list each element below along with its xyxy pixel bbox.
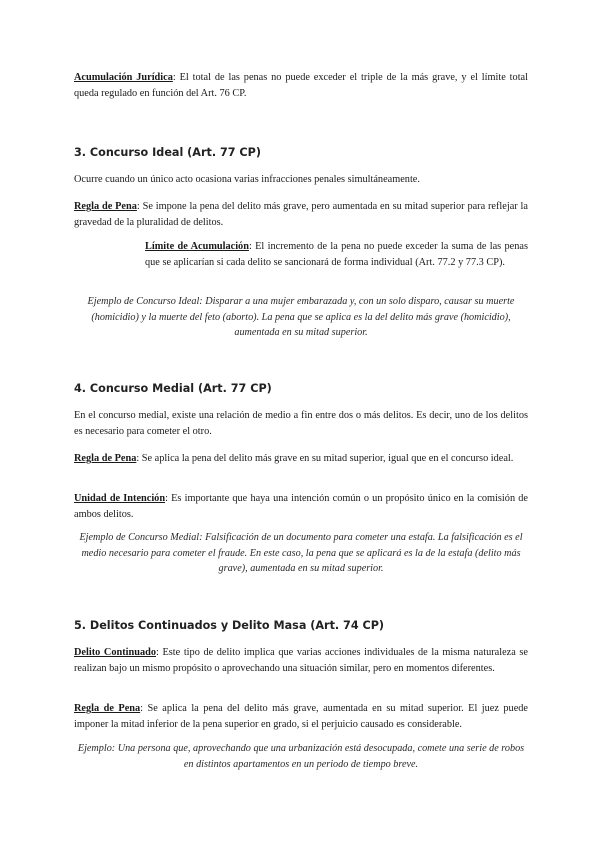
- regla-de-pena-text: : Se aplica la pena del delito más grave en su mitad superior, igual que en el concurso ideal.: [136, 453, 514, 464]
- unidad-intencion-label: Unidad de Intención: [74, 493, 166, 504]
- section-4-heading: 4. Concurso Medial (Art. 77 CP): [74, 382, 272, 395]
- limite-acumulacion-text: : El incremento de la pena no puede exceder la suma de las penas que se aplicarían si cada delito se sancionará de forma individual (Art. 77.2 y 77.3 CP).: [145, 241, 528, 268]
- acumulacion-juridica-paragraph: [74, 70, 528, 101]
- section-5-continuado-paragraph: [74, 645, 528, 676]
- section-5-regla-paragraph: [74, 701, 528, 732]
- delito-continuado-text: : Este tipo de delito implica que varias acciones individuales de la misma naturaleza se realizan bajo un mismo propósito o aprovechando una situación similar, pero en momentos diferentes.: [74, 647, 528, 674]
- acumulacion-juridica-text: : El total de las penas no puede exceder el triple de la más grave, y el límite total queda regulado en función del Art. 76 CP.: [74, 72, 528, 99]
- section-3-example: Ejemplo de Concurso Ideal: Disparar a una mujer embarazada y, con un solo disparo, causar su muerte (homicidio) y la muerte del feto (aborto). La pena que se aplica es la del delito más grave (homicidio), aumentada en su mitad superior.: [87, 296, 515, 338]
- section-3-regla-paragraph: [74, 199, 528, 230]
- section-4-intro: En el concurso medial, existe una relación de medio a fin entre dos o más delitos. Es decir, uno de los delitos es necesario para cometer el otro.: [74, 410, 528, 437]
- section-3-limite-paragraph: [145, 239, 528, 270]
- regla-de-pena-label: Regla de Pena: [74, 703, 141, 714]
- unidad-intencion-text: : Es importante que haya una intención común o un propósito único en la comisión de ambos delitos.: [74, 493, 528, 520]
- regla-de-pena-text: : Se aplica la pena del delito más grave, aumentada en su mitad superior. El juez puede imponer la mitad inferior de la pena superior en grado, si el perjuicio causado es considerable.: [74, 703, 528, 730]
- acumulacion-juridica-label: Acumulación Jurídica: [74, 72, 173, 83]
- limite-acumulacion-label: Límite de Acumulación: [145, 241, 249, 252]
- regla-de-pena-text: : Se impone la pena del delito más grave, pero aumentada en su mitad superior para reflejar la gravedad de la pluralidad de delitos.: [74, 201, 528, 228]
- section-4-regla-paragraph: [74, 451, 528, 467]
- section-3-heading: 3. Concurso Ideal (Art. 77 CP): [74, 146, 261, 159]
- section-4-example: Ejemplo de Concurso Medial: Falsificación de un documento para cometer una estafa. La falsificación es el medio necesario para cometer el fraude. En este caso, la pena que se aplicará es la de la estafa (delito más grave), aumentada en su mitad superior.: [79, 532, 523, 574]
- section-3-intro: Ocurre cuando un único acto ocasiona varias infracciones penales simultáneamente.: [74, 174, 420, 185]
- section-4-unidad-paragraph: [74, 491, 528, 522]
- delito-continuado-label: Delito Continuado: [74, 647, 156, 658]
- section-5-heading: 5. Delitos Continuados y Delito Masa (Art. 74 CP): [74, 619, 385, 632]
- section-5-example: Ejemplo: Una persona que, aprovechando que una urbanización está desocupada, comete una serie de robos en distintos apartamentos en un periodo de tiempo breve.: [77, 743, 525, 770]
- regla-de-pena-label: Regla de Pena: [74, 201, 137, 212]
- regla-de-pena-label: Regla de Pena: [74, 453, 137, 464]
